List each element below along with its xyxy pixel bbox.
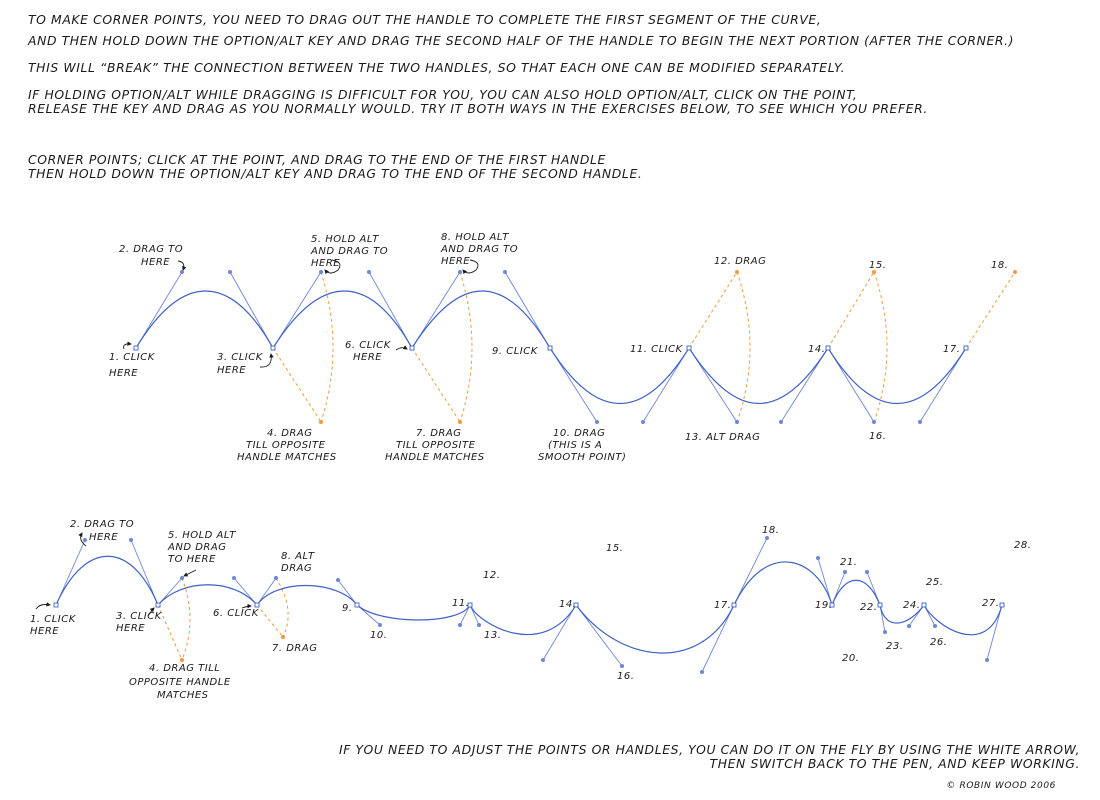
ex2-label-4b: [129, 677, 231, 688]
ex2-label-18: 18.: [762, 525, 780, 536]
ex2-label-5b: AND DRAG: [168, 542, 227, 553]
intro-line-3: THIS WILL “BREAK” THE CONNECTION BETWEEN THE TWO HANDLES, SO THAT EACH ONE CAN BE MODIFIED SEPARATELY.: [28, 60, 846, 75]
ex1-label-6b: HERE: [353, 352, 383, 363]
ex1-label-17: 17.: [943, 344, 961, 355]
exercise-2: [30, 519, 1031, 701]
ex2-label-5c: TO HERE: [168, 554, 216, 565]
ex2-label-25: 25.: [926, 577, 944, 588]
ex1-label-13: 13. ALT DRAG: [685, 432, 761, 443]
ex1-label-7b-red: OPPOSITE: [421, 440, 476, 451]
ex1-label-10b: (THIS IS A: [548, 440, 603, 451]
ex1-label-12: 12. DRAG: [714, 256, 767, 267]
ex2-label-4a: 4. DRAG TILL: [149, 663, 221, 674]
ex2-label-8b: DRAG: [281, 563, 313, 574]
ex2-label-13: 13.: [484, 630, 502, 641]
ex2-label-9: 9.: [342, 603, 353, 614]
intro-line-2: AND THEN HOLD DOWN THE OPTION/ALT KEY AND DRAG THE SECOND HALF OF THE HANDLE TO BEGIN THE NEXT PORTION (AFTER THE CORNER.): [28, 33, 1015, 48]
ex2-label-28: 28.: [1014, 540, 1032, 551]
ex1-label-4b-pre: TILL: [246, 440, 269, 451]
footer-line-2: THEN SWITCH BACK TO THE PEN, AND KEEP WORKING.: [709, 756, 1080, 771]
ex1-label-14: 14.: [808, 344, 826, 355]
ex2-label-19: 19.: [815, 600, 833, 611]
ex2-label-3a: 3. CLICK: [116, 611, 162, 622]
ex2-label-5a: 5. HOLD ALT: [168, 530, 236, 541]
copyright: © ROBIN WOOD 2006: [946, 781, 1056, 791]
ex1-label-2a: 2. DRAG TO: [119, 244, 184, 255]
ex1-label-10c: SMOOTH POINT): [538, 452, 627, 463]
ex1-label-7a: 7. DRAG: [416, 428, 462, 439]
ex1-label-8c: HERE: [441, 256, 471, 267]
ex1-label-3a: 3. CLICK: [217, 352, 263, 363]
ex2-label-23: 23.: [886, 641, 904, 652]
exercise-1-anchors: [134, 346, 968, 350]
ex1-label-4a: 4. DRAG: [267, 428, 313, 439]
ex1-label-3b: HERE: [217, 365, 247, 376]
ex2-label-11: 11.: [452, 598, 470, 609]
ex1-label-8b: AND DRAG TO: [441, 244, 519, 255]
section-title-line-2: THEN HOLD DOWN THE OPTION/ALT KEY AND DRAG TO THE END OF THE SECOND HANDLE.: [28, 166, 643, 181]
ex1-label-5a: 5. HOLD ALT: [311, 234, 379, 245]
ex1-label-8a: 8. HOLD ALT: [441, 232, 509, 243]
ex1-label-18: 18.: [991, 260, 1009, 271]
ex2-label-8a: 8. ALT: [281, 551, 315, 562]
ex2-label-3b: HERE: [116, 623, 146, 634]
footer-line-1: IF YOU NEED TO ADJUST THE POINTS OR HANDLES, YOU CAN DO IT ON THE FLY BY USING THE WHITE ARROW,: [339, 742, 1080, 757]
ex1-label-5b: AND DRAG TO: [311, 246, 389, 257]
ex2-label-27: 27.: [982, 598, 1000, 609]
ex1-label-15: 15.: [869, 260, 887, 271]
ex1-label-7b-pre: TILL: [396, 440, 419, 451]
exercise-1-arrows: [124, 260, 478, 367]
ex1-label-6a: 6. CLICK: [345, 340, 391, 351]
exercise-1: [109, 232, 1017, 463]
intro-line-1: TO MAKE CORNER POINTS, YOU NEED TO DRAG OUT THE HANDLE TO COMPLETE THE FIRST SEGMENT OF THE CURVE,: [28, 12, 822, 27]
ex2-label-7: 7. DRAG: [272, 643, 318, 654]
intro-line-4: IF HOLDING OPTION/ALT WHILE DRAGGING IS DIFFICULT FOR YOU, YOU CAN ALSO HOLD OPTION/ALT, CLICK ON THE POINT,: [28, 87, 858, 102]
ex2-label-14: 14.: [559, 599, 577, 610]
ex2-label-6: 6. CLICK: [213, 608, 259, 619]
ex1-label-1b: HERE: [109, 368, 139, 379]
ex2-label-4b-post: HANDLE: [186, 677, 231, 688]
ex2-label-24: 24.: [903, 600, 921, 611]
ex1-label-7b: [396, 440, 476, 451]
ex1-label-4b-red: OPPOSITE: [271, 440, 326, 451]
ex2-label-2a: 2. DRAG TO: [70, 519, 135, 530]
ex2-label-22: 22.: [860, 602, 878, 613]
exercise-2-opposite-handles: [158, 578, 288, 660]
ex1-label-7c: HANDLE MATCHES: [385, 452, 485, 463]
ex2-label-20: 20.: [842, 653, 860, 664]
ex2-label-1a: 1. CLICK: [30, 614, 76, 625]
ex1-label-4c: HANDLE MATCHES: [237, 452, 337, 463]
ex2-label-16: 16.: [617, 671, 635, 682]
ex2-label-12: 12.: [483, 570, 501, 581]
intro-line-5: RELEASE THE KEY AND DRAG AS YOU NORMALLY WOULD. TRY IT BOTH WAYS IN THE EXERCISES BELOW, TO SEE WHICH YOU PREFER.: [28, 101, 928, 116]
ex2-label-2b: HERE: [89, 532, 119, 543]
section-title-line-1: CORNER POINTS; CLICK AT THE POINT, AND DRAG TO THE END OF THE FIRST HANDLE: [28, 152, 606, 167]
exercise-2-orange-dots: [180, 635, 285, 662]
ex2-label-15: 15.: [606, 543, 624, 554]
ex2-label-4c: MATCHES: [157, 690, 209, 701]
ex2-label-4b-red: OPPOSITE: [129, 677, 183, 688]
ex2-label-26: 26.: [930, 637, 948, 648]
ex1-label-5c: HERE: [311, 258, 341, 269]
ex2-label-1b: HERE: [30, 626, 60, 637]
ex2-label-10: 10.: [370, 630, 388, 641]
ex1-label-16: 16.: [869, 431, 887, 442]
ex2-label-17: 17.: [714, 600, 732, 611]
ex1-label-1a: 1. CLICK: [109, 352, 155, 363]
ex2-label-21: 21.: [840, 557, 858, 568]
ex1-label-11: 11. CLICK: [630, 344, 683, 355]
ex1-label-9: 9. CLICK: [492, 346, 538, 357]
ex1-label-4b: [246, 440, 326, 451]
ex1-label-2b: HERE: [141, 257, 171, 268]
ex1-label-10a: 10. DRAG: [553, 428, 606, 439]
